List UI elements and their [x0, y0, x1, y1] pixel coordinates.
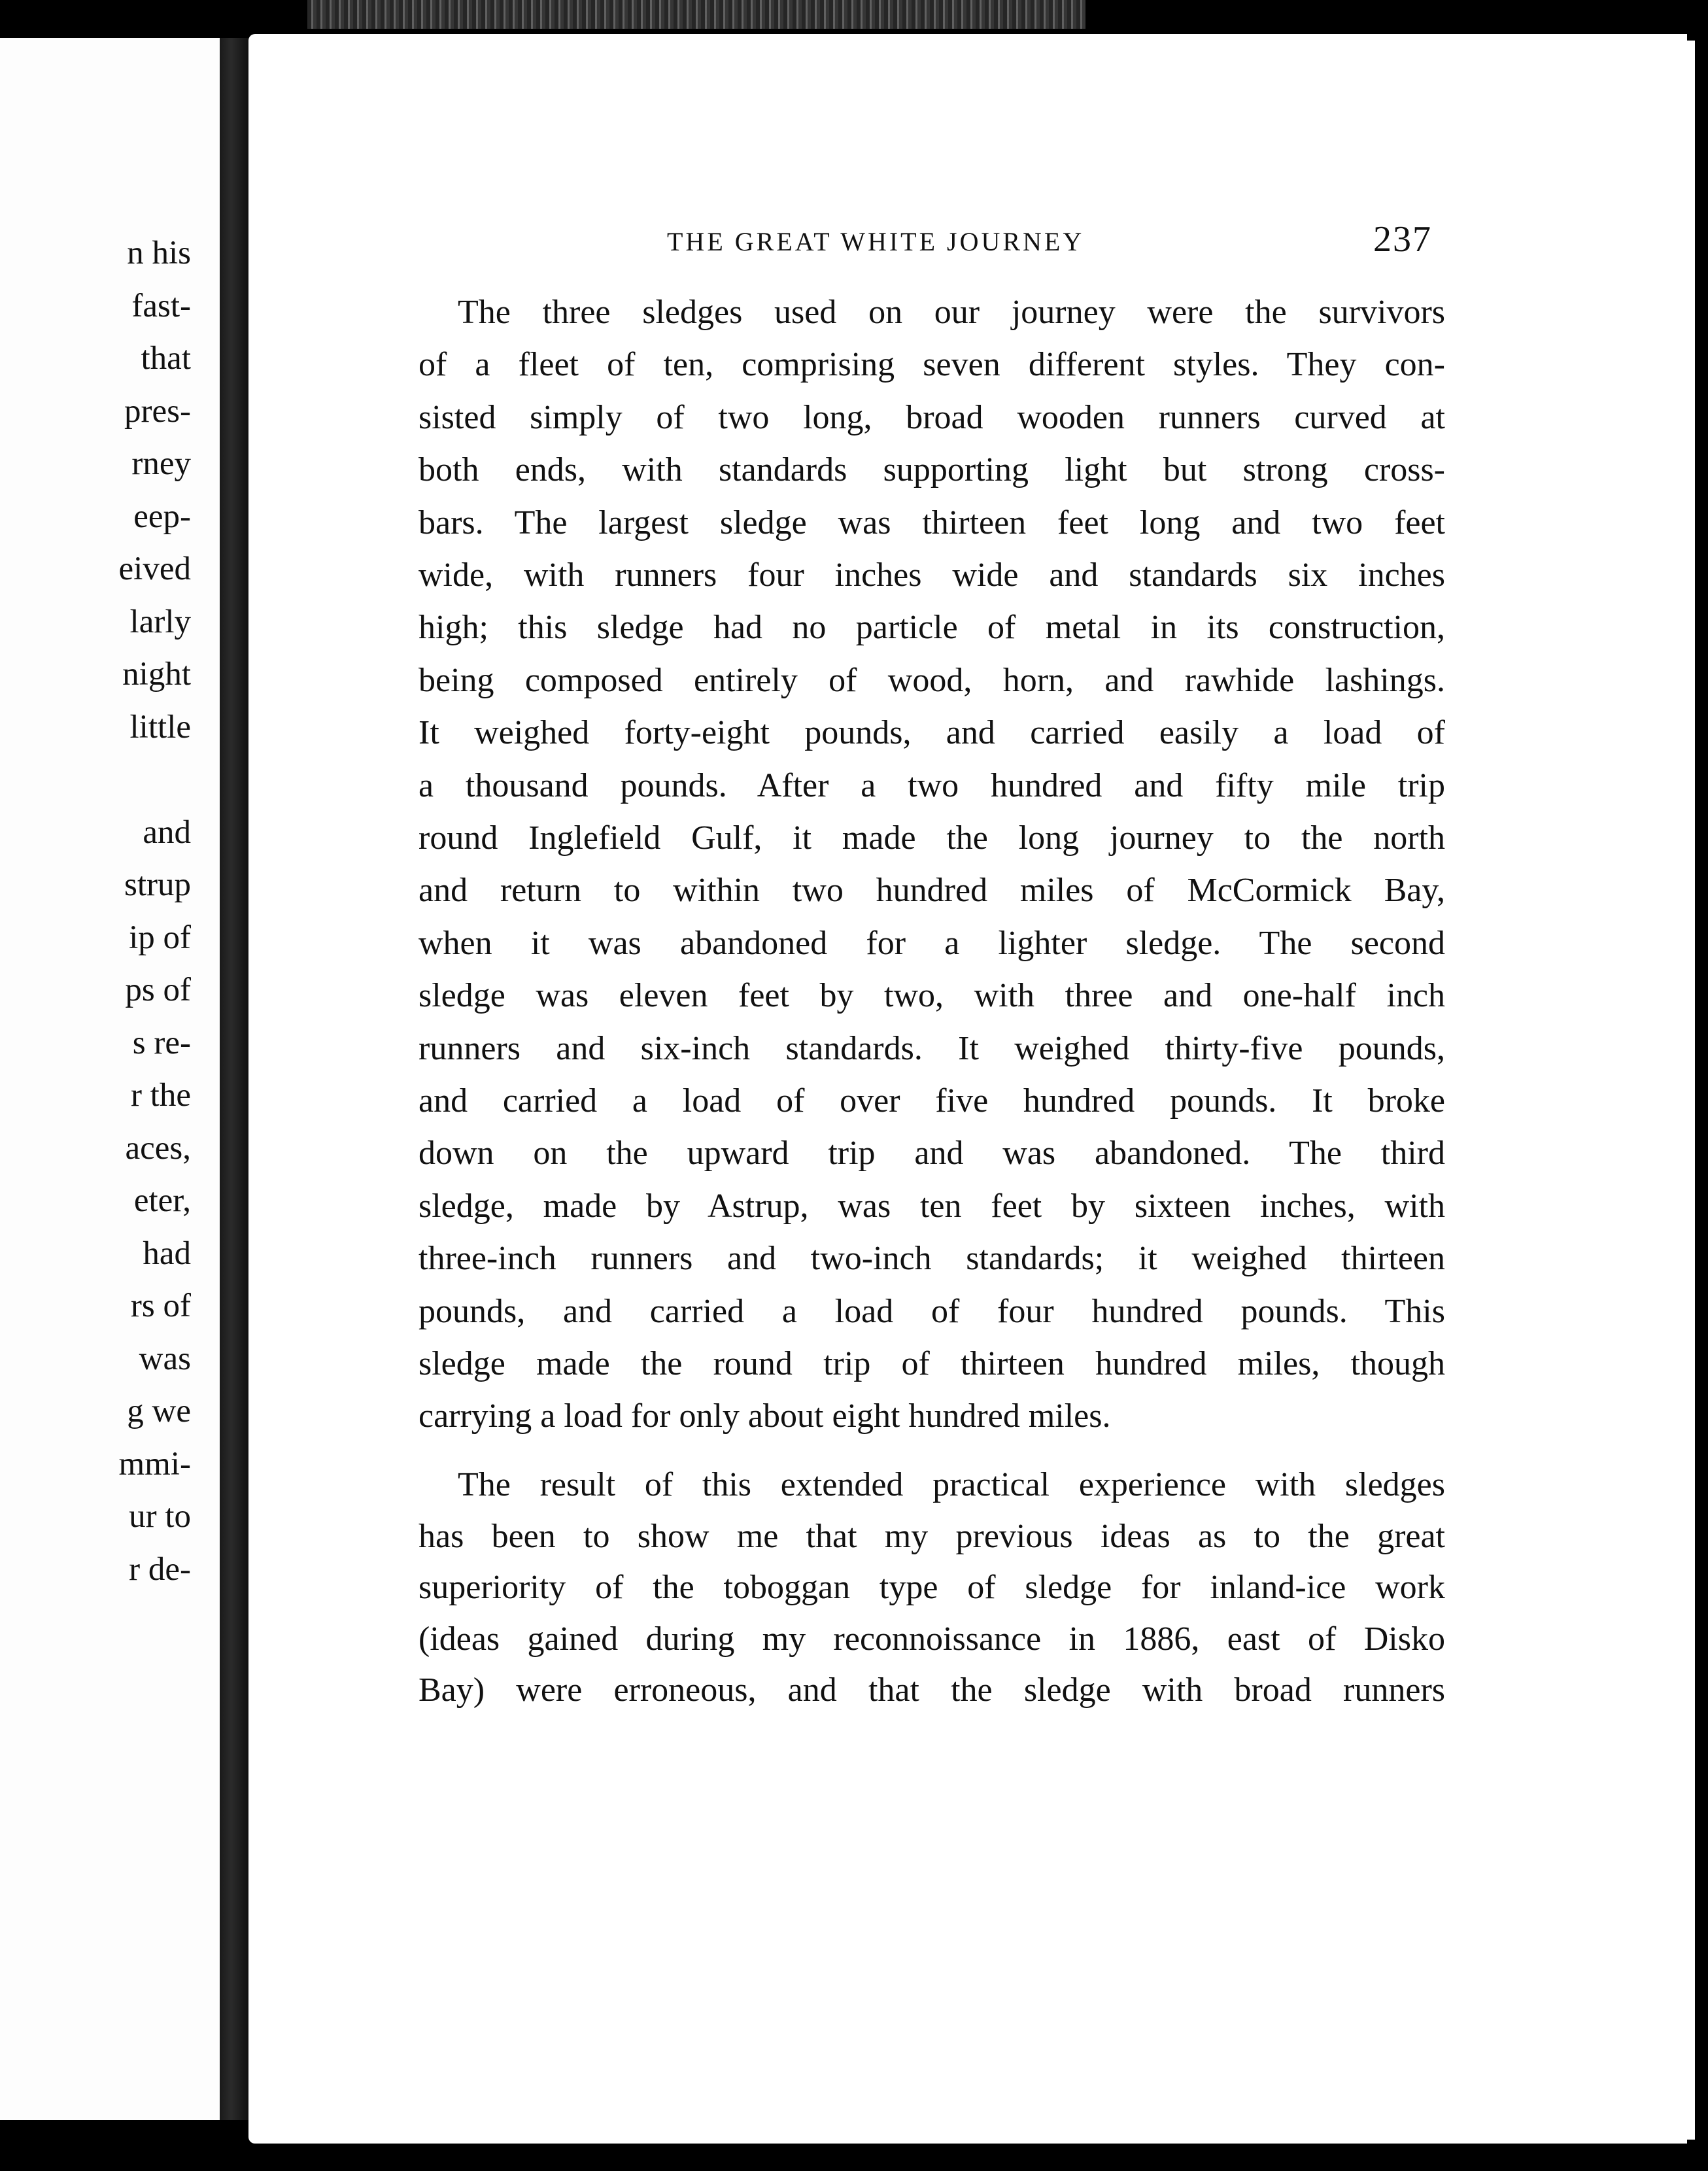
text-line: round Inglefield Gulf, it made the long journey to the north: [418, 819, 1445, 857]
text-line: runners and six-inch standards. It weighed thirty-five pounds,: [418, 1029, 1445, 1067]
text-line: pounds, and carried a load of four hundred pounds. This: [418, 1292, 1445, 1330]
text-line: three-inch runners and two-inch standards; it weighed thirteen: [418, 1240, 1445, 1278]
left-page-line-fragment: ur to: [129, 1498, 191, 1535]
text-line: (ideas gained during my reconnoissance in 1886, east of Disko: [418, 1620, 1445, 1658]
text-line: has been to show me that my previous ideas as to the great: [418, 1517, 1445, 1555]
left-page-line-fragment: rney: [131, 445, 191, 482]
left-page-line-fragment: night: [122, 656, 191, 692]
text-line: bars. The largest sledge was thirteen feet long and two feet: [418, 504, 1445, 541]
book-gutter: [220, 38, 248, 2120]
text-line: The result of this extended practical experience with sledges: [458, 1466, 1445, 1503]
left-page-line-fragment: was: [139, 1340, 191, 1377]
text-line: down on the upward trip and was abandoned. The third: [418, 1135, 1445, 1172]
left-page-line-fragment: n his: [127, 235, 191, 271]
text-line: of a fleet of ten, comprising seven different styles. They con-: [418, 346, 1445, 384]
text-line: and carried a load of over five hundred pounds. It broke: [418, 1082, 1445, 1120]
left-page-line-fragment: pres-: [124, 392, 191, 430]
right-page-edge: [1686, 41, 1695, 2140]
text-line: sledge, made by Astrup, was ten feet by sixteen inches, with: [418, 1187, 1445, 1225]
left-page-line-fragment: r de-: [129, 1550, 191, 1588]
text-line: carrying a load for only about eight hundred miles.: [418, 1397, 1111, 1435]
text-line: superiority of the toboggan type of sledge for inland-ice work: [418, 1569, 1445, 1606]
left-facing-page: [0, 38, 220, 2120]
text-line: a thousand pounds. After a two hundred and fifty mile trip: [418, 766, 1445, 804]
page-number: 237: [1373, 219, 1432, 260]
text-line: high; this sledge had no particle of metal in its construction,: [418, 609, 1445, 647]
left-page-line-fragment: eter,: [133, 1182, 191, 1219]
text-line: The three sledges used on our journey were the survivors: [458, 294, 1445, 331]
left-page-line-fragment: ps of: [125, 972, 191, 1008]
text-line: and return to within two hundred miles of McCormick Bay,: [418, 872, 1445, 910]
left-page-line-fragment: r the: [130, 1077, 191, 1114]
book-top-edge: [307, 0, 1085, 29]
left-page-line-fragment: had: [143, 1235, 191, 1272]
page-header: [667, 219, 1432, 262]
left-page-line-fragment: eived: [118, 551, 191, 587]
text-line: being composed entirely of wood, horn, and rawhide lashings.: [418, 661, 1445, 699]
text-line: both ends, with standards supporting light but strong cross-: [418, 451, 1445, 489]
left-page-line-fragment: eep-: [133, 498, 191, 535]
left-page-line-fragment: and: [143, 813, 191, 851]
text-line: It weighed forty-eight pounds, and carried easily a load of: [418, 714, 1445, 752]
left-page-line-fragment: ip of: [129, 919, 191, 956]
left-page-line-fragment: g we: [127, 1393, 191, 1429]
left-page-line-fragment: rs of: [130, 1288, 191, 1324]
text-line: sledge made the round trip of thirteen hundred miles, though: [418, 1345, 1445, 1382]
left-page-line-fragment: mmi-: [118, 1445, 191, 1482]
left-page-line-fragment: larly: [129, 603, 191, 640]
left-page-line-fragment: that: [141, 340, 191, 377]
left-page-line-fragment: s re-: [132, 1024, 191, 1061]
left-page-line-fragment: little: [129, 708, 191, 745]
left-page-line-fragment: fast-: [131, 287, 191, 324]
left-page-line-fragment: aces,: [125, 1129, 191, 1167]
running-head: THE GREAT WHITE JOURNEY: [667, 227, 1085, 256]
text-line: when it was abandoned for a lighter sledge. The second: [418, 924, 1445, 962]
text-line: wide, with runners four inches wide and standards six inches: [418, 556, 1445, 594]
text-line: sisted simply of two long, broad wooden runners curved at: [418, 398, 1445, 436]
text-line: sledge was eleven feet by two, with three and one-half inch: [418, 977, 1445, 1015]
text-line: Bay) were erroneous, and that the sledge with broad runners: [418, 1671, 1445, 1709]
left-page-line-fragment: strup: [124, 866, 191, 903]
